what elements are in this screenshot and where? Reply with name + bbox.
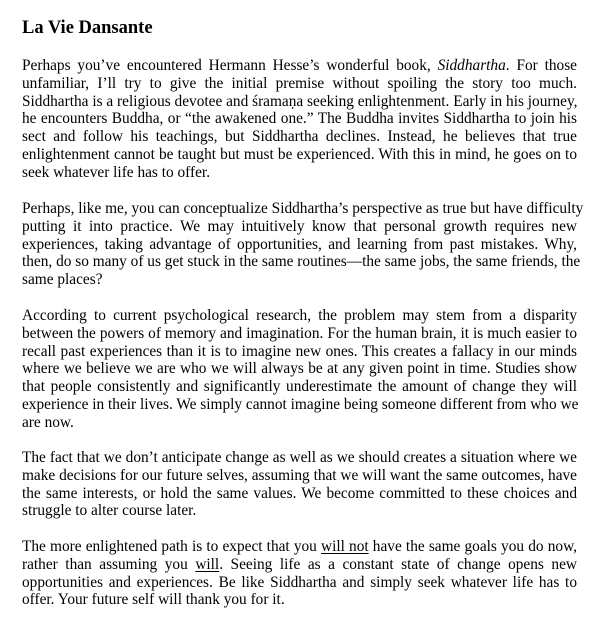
text-line: the same interests, or hold the same values. We become committed to these choices and bbox=[22, 484, 577, 502]
paragraph-5 bbox=[22, 538, 577, 609]
document-title: La Vie Dansante bbox=[22, 18, 153, 38]
underlined-emphasis: will bbox=[195, 555, 220, 573]
text-line: are now. bbox=[22, 413, 74, 431]
paragraph-1 bbox=[22, 57, 577, 182]
text-line: he encounters Buddha, or “the awakened one.” The Buddha invites Siddhartha to join his bbox=[22, 110, 577, 128]
text-line: The fact that we don’t anticipate change as well as we should creates a situation where we bbox=[22, 449, 577, 466]
text-line: seek whatever life has to offer. bbox=[22, 163, 211, 181]
text-line: same places? bbox=[22, 271, 103, 289]
paragraph-4 bbox=[22, 449, 577, 520]
text-line: putting it into practice. We may intuitively know that personal growth requires new bbox=[22, 217, 577, 235]
text-line: offer. Your future self will thank you for it. bbox=[22, 591, 285, 609]
underlined-emphasis: will not bbox=[321, 538, 369, 555]
text-run: rather than assuming you bbox=[22, 555, 196, 573]
text-line: then, do so many of us get stuck in the same routines—the same jobs, the same friends, the bbox=[22, 253, 581, 271]
text-line: unfamiliar, I’ll try to give the initial premise without spoiling the story too much. bbox=[22, 74, 577, 92]
paragraph-3 bbox=[22, 307, 577, 432]
text-run: . For those bbox=[505, 57, 577, 74]
text-run: have the same goals you do now, bbox=[368, 538, 577, 555]
text-line: sect and follow his teachings, but Siddhartha declines. Instead, he believes that true bbox=[22, 128, 577, 146]
text-line: recall past experiences than it is to imagine new ones. This creates a fallacy in our minds bbox=[22, 342, 577, 360]
text-line: where we believe we are who we will always be at any given point in time. Studies show bbox=[22, 360, 577, 378]
paragraph-2 bbox=[22, 200, 584, 289]
book-title-italic: Siddhartha bbox=[437, 57, 506, 74]
text-line: According to current psychological research, the problem may stem from a disparity bbox=[22, 307, 577, 324]
text-line: Siddhartha is a religious devotee and śramaṇa seeking enlightenment. Early in his journey, bbox=[22, 92, 578, 110]
text-line: that people consistently and significantly underestimate the amount of change they will bbox=[22, 378, 577, 396]
text-line: experience in their lives. We simply cannot imagine being someone different from who we bbox=[22, 395, 579, 413]
text-run: Perhaps you’ve encountered Hermann Hesse’s wonderful book, bbox=[22, 57, 438, 74]
text-line: experiences, taking advantage of opportunities, and learning from past mistakes. Why, bbox=[22, 235, 577, 253]
text-line: between the powers of memory and imagination. For the human brain, it is much easier to bbox=[22, 324, 577, 342]
text-run: . Seeing life as a constant state of change opens new bbox=[219, 555, 577, 573]
text-run: The more enlightened path is to expect that you bbox=[22, 538, 322, 555]
text-line: Perhaps, like me, you can conceptualize Siddhartha’s perspective as true but have difficulty bbox=[22, 200, 584, 217]
text-line bbox=[22, 556, 577, 574]
text-line: make decisions for our future selves, assuming that we will want the same outcomes, have bbox=[22, 466, 577, 484]
text-line bbox=[22, 57, 577, 75]
text-line: enlightenment cannot be taught but must be experienced. With this in mind, he goes on to bbox=[22, 145, 577, 163]
text-line: struggle to alter course later. bbox=[22, 502, 197, 520]
text-line bbox=[22, 538, 577, 556]
text-line: opportunities and experiences. Be like Siddhartha and simply seek whatever life has to bbox=[22, 573, 577, 591]
